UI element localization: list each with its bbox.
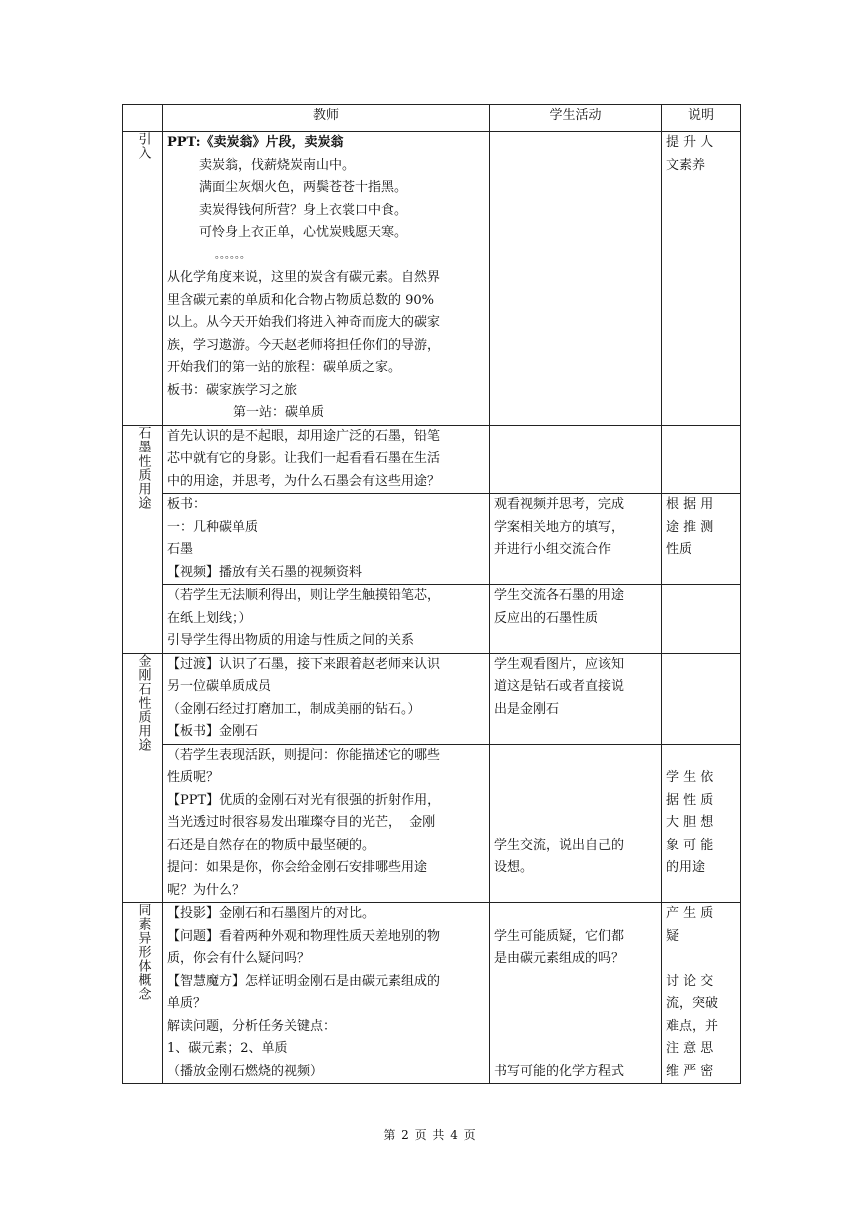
note-line: 学 生 依 bbox=[666, 770, 714, 785]
student-line bbox=[494, 790, 657, 813]
teacher-line: 石还是自然存在的物质中最坚硬的。 bbox=[167, 837, 376, 853]
header-cell-teacher: 教师 bbox=[163, 105, 490, 132]
student-line: 学生交流，说出自己的 bbox=[494, 837, 625, 853]
table-row bbox=[123, 425, 741, 494]
table-row bbox=[123, 585, 741, 654]
teacher-line: 板书：碳家族学习之旅 bbox=[167, 382, 298, 398]
teacher-line: 里含碳元素的单质和化合物占物质总数的 90% bbox=[167, 292, 435, 308]
poem-line: 卖炭得钱何所营？身上衣裳口中食。 bbox=[199, 202, 408, 218]
table-row bbox=[123, 903, 741, 1084]
table-row bbox=[123, 653, 741, 744]
student-cell bbox=[490, 744, 662, 903]
student-line: 反应出的石墨性质 bbox=[494, 610, 599, 626]
student-line: 出是金刚石 bbox=[494, 701, 560, 717]
teacher-line: 中的用途，并思考，为什么石墨会有这些用途？ bbox=[167, 473, 441, 489]
teacher-line: 引导学生得出物质的用途与性质之间的关系 bbox=[167, 633, 415, 648]
note-cell bbox=[662, 425, 741, 494]
teacher-line: （金刚石经过打磨加工，制成美丽的钻石。） bbox=[167, 701, 421, 717]
note-line bbox=[666, 948, 736, 971]
note-line: 据 性 质 bbox=[666, 792, 714, 808]
teacher-line: 【过渡】认识了石墨，接下来跟着赵老师来认识 bbox=[167, 656, 441, 672]
header-cell-note: 说明 bbox=[662, 105, 741, 132]
student-line: 学生交流各石墨的用途 bbox=[494, 588, 625, 603]
teacher-line: （若学生表现活跃，则提问：你能描述它的哪些 bbox=[167, 747, 441, 763]
table-row bbox=[123, 744, 741, 903]
student-line bbox=[494, 971, 657, 994]
teacher-line: 提问：如果是你，你会给金刚石安排哪些用途 bbox=[167, 860, 428, 875]
teacher-line: 从化学角度来说，这里的炭含有碳元素。自然界 bbox=[167, 270, 441, 285]
note-line: 维 严 密 bbox=[666, 1063, 714, 1079]
note-cell bbox=[662, 494, 741, 585]
teacher-line: 解读问题，分析任务关键点： bbox=[167, 1018, 337, 1034]
teacher-line: 一：几种碳单质 bbox=[167, 519, 259, 535]
section-title: 引入 bbox=[135, 132, 151, 160]
teacher-line: 首先认识的是不起眼，却用途广泛的石墨，铅笔 bbox=[167, 428, 441, 444]
note-cell bbox=[662, 132, 741, 426]
lesson-plan-table bbox=[122, 104, 741, 1084]
note-line bbox=[666, 745, 736, 768]
note-line: 象 可 能 bbox=[666, 837, 714, 853]
teacher-line: 另一位碳单质成员 bbox=[167, 679, 272, 694]
teacher-line: PPT:《卖炭翁》片段，卖炭翁 bbox=[167, 135, 344, 150]
teacher-line: 开始我们的第一站的旅程：碳单质之家。 bbox=[167, 360, 402, 375]
note-line: 途 推 测 bbox=[666, 519, 714, 535]
teacher-line: 质，你会有什么疑问吗？ bbox=[167, 951, 311, 966]
student-line: 观看视频并思考，完成 bbox=[494, 497, 625, 512]
teacher-line: 石墨 bbox=[167, 542, 194, 557]
table-row bbox=[123, 132, 741, 426]
teacher-cell bbox=[163, 494, 490, 585]
student-cell bbox=[490, 585, 662, 654]
student-line: 道这是钻石或者直接说 bbox=[494, 679, 625, 694]
teacher-line: 【视频】播放有关石墨的视频资料 bbox=[167, 564, 363, 580]
student-cell bbox=[490, 903, 662, 1084]
poem-line: 卖炭翁，伐薪烧炭南山中。 bbox=[199, 157, 356, 173]
teacher-line: 芯中就有它的身影。让我们一起看看石墨在生活 bbox=[167, 451, 441, 466]
student-line: 设想。 bbox=[494, 860, 534, 875]
teacher-cell bbox=[163, 585, 490, 654]
header-cell-section bbox=[123, 105, 163, 132]
note-line: 产 生 质 bbox=[666, 906, 714, 921]
note-line: 流，突破 bbox=[666, 996, 719, 1011]
teacher-cell bbox=[163, 425, 490, 494]
teacher-cell bbox=[163, 653, 490, 744]
teacher-line: 性质呢？ bbox=[167, 770, 220, 785]
student-cell bbox=[490, 653, 662, 744]
teacher-cell bbox=[163, 903, 490, 1084]
note-cell bbox=[662, 653, 741, 744]
student-line: 书写可能的化学方程式 bbox=[494, 1063, 625, 1079]
teacher-line: 【PPT】优质的金刚石对光有很强的折射作用， bbox=[167, 792, 441, 808]
student-line: 学生可能质疑，它们都 bbox=[494, 928, 625, 944]
teacher-cell bbox=[163, 744, 490, 903]
note-cell bbox=[662, 903, 741, 1084]
note-cell bbox=[662, 585, 741, 654]
note-line: 讨 论 交 bbox=[666, 973, 714, 989]
section-title-cell bbox=[123, 903, 163, 1084]
header-row bbox=[123, 105, 741, 132]
student-line bbox=[494, 1038, 657, 1061]
page-footer: 第 2 页 共 4 页 bbox=[383, 1128, 477, 1142]
teacher-line: 第一站：碳单质 bbox=[233, 405, 325, 420]
student-line bbox=[494, 812, 657, 835]
poem-line: 满面尘灰烟火色，两鬓苍苍十指黑。 bbox=[199, 180, 408, 195]
note-line: 提 升 人 bbox=[666, 135, 714, 150]
note-cell bbox=[662, 744, 741, 903]
teacher-line: 【问题】看着两种外观和物理性质天差地别的物 bbox=[167, 928, 441, 944]
student-line bbox=[494, 993, 657, 1016]
note-line: 根 据 用 bbox=[666, 497, 714, 512]
section-title-cell bbox=[123, 132, 163, 426]
student-cell bbox=[490, 494, 662, 585]
note-line: 文素养 bbox=[666, 157, 706, 173]
teacher-line: 【智慧魔方】怎样证明金刚石是由碳元素组成的 bbox=[167, 973, 441, 989]
teacher-line: 板书： bbox=[167, 497, 207, 512]
student-line: 是由碳元素组成的吗？ bbox=[494, 951, 625, 966]
teacher-line: 【板书】金刚石 bbox=[167, 724, 259, 739]
student-cell bbox=[490, 425, 662, 494]
poem-line: 可怜身上衣正单，心忧炭贱愿天寒。 bbox=[199, 225, 408, 240]
table-row bbox=[123, 494, 741, 585]
teacher-line: 1、碳元素；2、单质 bbox=[167, 1041, 288, 1056]
teacher-line: 以上。从今天开始我们将进入神奇而庞大的碳家 bbox=[167, 315, 441, 330]
student-line bbox=[494, 767, 657, 790]
student-line bbox=[494, 1016, 657, 1039]
note-line: 大 胆 想 bbox=[666, 815, 714, 830]
note-line: 难点，并 bbox=[666, 1018, 719, 1034]
teacher-line: （播放金刚石燃烧的视频） bbox=[167, 1063, 324, 1079]
teacher-line: 在纸上划线；） bbox=[167, 610, 252, 626]
teacher-line: 当光透过时很容易发出璀璨夺目的光芒， 金刚 bbox=[167, 815, 436, 830]
section-title: 金刚石性质用途 bbox=[135, 653, 151, 752]
teacher-line: （若学生无法顺利得出，则让学生触摸铅笔芯， bbox=[167, 588, 441, 603]
section-title-cell bbox=[123, 425, 163, 653]
note-line: 疑 bbox=[666, 928, 680, 944]
teacher-line: 单质？ bbox=[167, 996, 207, 1011]
ellipsis-line: 。。。。。。 bbox=[215, 249, 250, 261]
section-title-cell bbox=[123, 653, 163, 903]
teacher-line: 族，学习遨游。今天赵老师将担任你们的导游， bbox=[167, 337, 441, 353]
teacher-line: 呢？为什么？ bbox=[167, 882, 246, 898]
student-line: 学生观看图片，应该知 bbox=[494, 656, 625, 672]
student-line bbox=[494, 745, 657, 768]
student-line: 学案相关地方的填写， bbox=[494, 519, 625, 535]
teacher-line: 【投影】金刚石和石墨图片的对比。 bbox=[167, 906, 376, 921]
student-line: 并进行小组交流合作 bbox=[494, 542, 612, 557]
note-line: 注 意 思 bbox=[666, 1041, 714, 1056]
header-cell-student: 学生活动 bbox=[490, 105, 662, 132]
note-line: 的用途 bbox=[666, 860, 706, 875]
section-title: 同素异形体概念 bbox=[135, 903, 151, 1001]
student-cell bbox=[490, 132, 662, 426]
note-line: 性质 bbox=[666, 542, 693, 557]
section-title: 石墨性质用途 bbox=[135, 425, 151, 510]
teacher-cell bbox=[163, 132, 490, 426]
student-line bbox=[494, 903, 657, 926]
